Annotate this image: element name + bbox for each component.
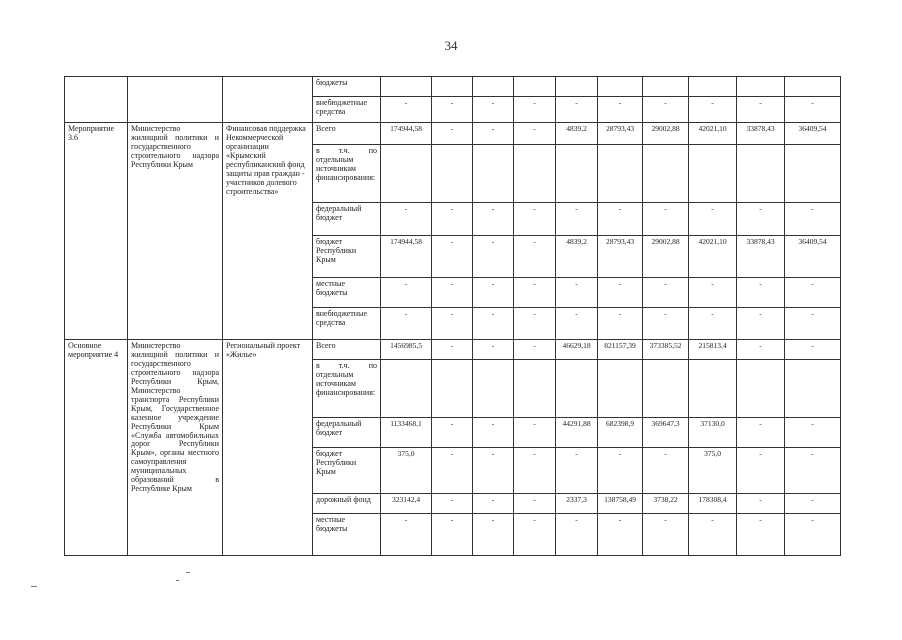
value-cell <box>381 145 432 203</box>
value-cell: - <box>643 448 689 494</box>
value-cell <box>737 145 785 203</box>
value-cell: - <box>432 494 473 514</box>
value-cell <box>689 360 737 418</box>
value-cell: - <box>556 203 598 236</box>
executor-cell <box>128 77 223 123</box>
value-cell: - <box>432 203 473 236</box>
source-cell: в т.ч. по отдельным источникам финансирования: <box>313 145 381 203</box>
value-cell <box>689 145 737 203</box>
value-cell: - <box>432 418 473 448</box>
source-cell: Всего <box>313 340 381 360</box>
table-row <box>65 77 841 97</box>
value-cell: - <box>514 340 556 360</box>
value-cell: 375,0 <box>689 448 737 494</box>
value-cell <box>737 77 785 97</box>
value-cell: - <box>556 514 598 556</box>
value-cell: - <box>473 203 514 236</box>
source-cell: внебюджетные средства <box>313 308 381 340</box>
value-cell <box>785 145 841 203</box>
value-cell: - <box>689 203 737 236</box>
value-cell: 29002,88 <box>643 123 689 145</box>
value-cell: - <box>473 236 514 278</box>
value-cell: - <box>473 340 514 360</box>
value-cell: - <box>514 97 556 123</box>
value-cell: - <box>432 97 473 123</box>
value-cell: - <box>514 123 556 145</box>
value-cell: - <box>689 97 737 123</box>
value-cell <box>737 360 785 418</box>
page-number: 34 <box>444 38 458 53</box>
value-cell: 174944,58 <box>381 123 432 145</box>
value-cell: 42021,10 <box>689 236 737 278</box>
value-cell: - <box>473 97 514 123</box>
value-cell <box>556 77 598 97</box>
value-cell <box>598 145 643 203</box>
value-cell: - <box>473 448 514 494</box>
value-cell: - <box>785 203 841 236</box>
value-cell: 369647,3 <box>643 418 689 448</box>
value-cell: - <box>432 236 473 278</box>
value-cell: - <box>689 308 737 340</box>
value-cell: 36409,54 <box>785 123 841 145</box>
value-cell <box>598 360 643 418</box>
value-cell: 323142,4 <box>381 494 432 514</box>
value-cell: - <box>643 278 689 308</box>
source-cell: федеральный бюджет <box>313 203 381 236</box>
value-cell: - <box>556 278 598 308</box>
scan-mark <box>186 572 190 573</box>
value-cell: 37130,0 <box>689 418 737 448</box>
value-cell: - <box>737 340 785 360</box>
value-cell: - <box>432 340 473 360</box>
value-cell: - <box>643 308 689 340</box>
value-cell: - <box>598 448 643 494</box>
value-cell: - <box>514 203 556 236</box>
value-cell: - <box>381 278 432 308</box>
activity-cell <box>65 77 128 123</box>
value-cell: - <box>381 514 432 556</box>
value-cell: 46629,18 <box>556 340 598 360</box>
value-cell: - <box>556 448 598 494</box>
value-cell: - <box>556 97 598 123</box>
value-cell: - <box>785 448 841 494</box>
activity-cell: Мероприятие 3.6 <box>65 123 128 340</box>
value-cell: 174944,58 <box>381 236 432 278</box>
value-cell: 29002,88 <box>643 236 689 278</box>
value-cell: - <box>737 97 785 123</box>
source-cell: Всего <box>313 123 381 145</box>
value-cell: 2337,3 <box>556 494 598 514</box>
value-cell: 28793,43 <box>598 123 643 145</box>
activity-cell: Основное мероприятие 4 <box>65 340 128 556</box>
value-cell <box>473 145 514 203</box>
value-cell <box>432 360 473 418</box>
value-cell: - <box>556 308 598 340</box>
value-cell <box>785 360 841 418</box>
source-cell: в т.ч. по отдельным источникам финансирования: <box>313 360 381 418</box>
value-cell <box>432 145 473 203</box>
value-cell: 375,0 <box>381 448 432 494</box>
value-cell: - <box>737 308 785 340</box>
scan-mark <box>31 586 37 587</box>
value-cell: - <box>432 123 473 145</box>
value-cell: - <box>643 203 689 236</box>
value-cell: 1456985,5 <box>381 340 432 360</box>
value-cell: - <box>432 514 473 556</box>
table-row <box>65 123 841 145</box>
value-cell <box>514 145 556 203</box>
value-cell <box>381 360 432 418</box>
source-cell: федеральный бюджет <box>313 418 381 448</box>
value-cell: 821157,39 <box>598 340 643 360</box>
value-cell <box>432 77 473 97</box>
value-cell: - <box>432 308 473 340</box>
executor-cell: Министерство жилищной политики и государственного строительного надзора Республики Крым, Министерство транспорта Республики Крым, Государственное казенное учреждение Республики Крым «Служба автомобильных дорог Республики Крым», органы местного самоуправления муниципальных образований в Республике Крым <box>128 340 223 556</box>
source-cell: внебюджетные средства <box>313 97 381 123</box>
value-cell: - <box>473 308 514 340</box>
value-cell: 1133468,1 <box>381 418 432 448</box>
value-cell: - <box>514 308 556 340</box>
table-row <box>65 340 841 360</box>
value-cell: - <box>514 448 556 494</box>
value-cell <box>473 360 514 418</box>
value-cell: - <box>473 514 514 556</box>
value-cell: 3738,22 <box>643 494 689 514</box>
value-cell: - <box>689 514 737 556</box>
source-cell: бюджеты <box>313 77 381 97</box>
name-cell <box>223 77 313 123</box>
value-cell <box>514 77 556 97</box>
value-cell: - <box>643 514 689 556</box>
value-cell: - <box>785 494 841 514</box>
value-cell: - <box>381 308 432 340</box>
value-cell: - <box>514 278 556 308</box>
value-cell: - <box>785 278 841 308</box>
value-cell: - <box>737 278 785 308</box>
value-cell: - <box>598 308 643 340</box>
value-cell: 36409,54 <box>785 236 841 278</box>
value-cell: - <box>737 514 785 556</box>
value-cell: 33878,43 <box>737 123 785 145</box>
value-cell: - <box>598 514 643 556</box>
value-cell: - <box>514 514 556 556</box>
value-cell: - <box>785 418 841 448</box>
source-cell: дорожный фонд <box>313 494 381 514</box>
value-cell: - <box>473 418 514 448</box>
value-cell: 215813,4 <box>689 340 737 360</box>
value-cell <box>556 360 598 418</box>
source-cell: местные бюджеты <box>313 278 381 308</box>
source-cell: бюджет Республики Крым <box>313 236 381 278</box>
value-cell <box>785 77 841 97</box>
value-cell: - <box>689 278 737 308</box>
value-cell: 4839,2 <box>556 236 598 278</box>
scan-mark <box>176 580 179 581</box>
value-cell <box>556 145 598 203</box>
value-cell: - <box>785 514 841 556</box>
value-cell: 33878,43 <box>737 236 785 278</box>
value-cell: - <box>598 97 643 123</box>
value-cell: - <box>737 418 785 448</box>
value-cell: - <box>737 203 785 236</box>
value-cell: 44291,88 <box>556 418 598 448</box>
name-cell: Региональный проект «Жилье» <box>223 340 313 556</box>
value-cell: 682398,9 <box>598 418 643 448</box>
value-cell <box>514 360 556 418</box>
value-cell <box>643 145 689 203</box>
value-cell: - <box>381 203 432 236</box>
source-cell: местные бюджеты <box>313 514 381 556</box>
value-cell: - <box>785 340 841 360</box>
value-cell: - <box>514 494 556 514</box>
value-cell <box>473 77 514 97</box>
budget-table <box>64 76 841 556</box>
value-cell <box>598 77 643 97</box>
value-cell: - <box>737 494 785 514</box>
name-cell: Финансовая поддержка Некоммерческой организации «Крымский республиканский фонд защиты прав граждан - участников долевого строительства» <box>223 123 313 340</box>
value-cell: - <box>381 97 432 123</box>
value-cell: - <box>785 308 841 340</box>
value-cell: - <box>598 203 643 236</box>
value-cell: - <box>643 97 689 123</box>
value-cell <box>643 77 689 97</box>
value-cell: 4839,2 <box>556 123 598 145</box>
value-cell <box>381 77 432 97</box>
value-cell: - <box>598 278 643 308</box>
value-cell: - <box>473 123 514 145</box>
executor-cell: Министерство жилищной политики и государственного строительного надзора Республики Крым <box>128 123 223 340</box>
value-cell: - <box>432 278 473 308</box>
value-cell: - <box>785 97 841 123</box>
value-cell: - <box>473 494 514 514</box>
value-cell: - <box>432 448 473 494</box>
value-cell: 28793,43 <box>598 236 643 278</box>
source-cell: бюджет Республики Крым <box>313 448 381 494</box>
value-cell <box>643 360 689 418</box>
value-cell: - <box>514 236 556 278</box>
value-cell: 373385,52 <box>643 340 689 360</box>
value-cell: 178308,4 <box>689 494 737 514</box>
value-cell: 42021,10 <box>689 123 737 145</box>
value-cell: - <box>737 448 785 494</box>
value-cell <box>689 77 737 97</box>
value-cell: - <box>473 278 514 308</box>
value-cell: 138758,49 <box>598 494 643 514</box>
value-cell: - <box>514 418 556 448</box>
